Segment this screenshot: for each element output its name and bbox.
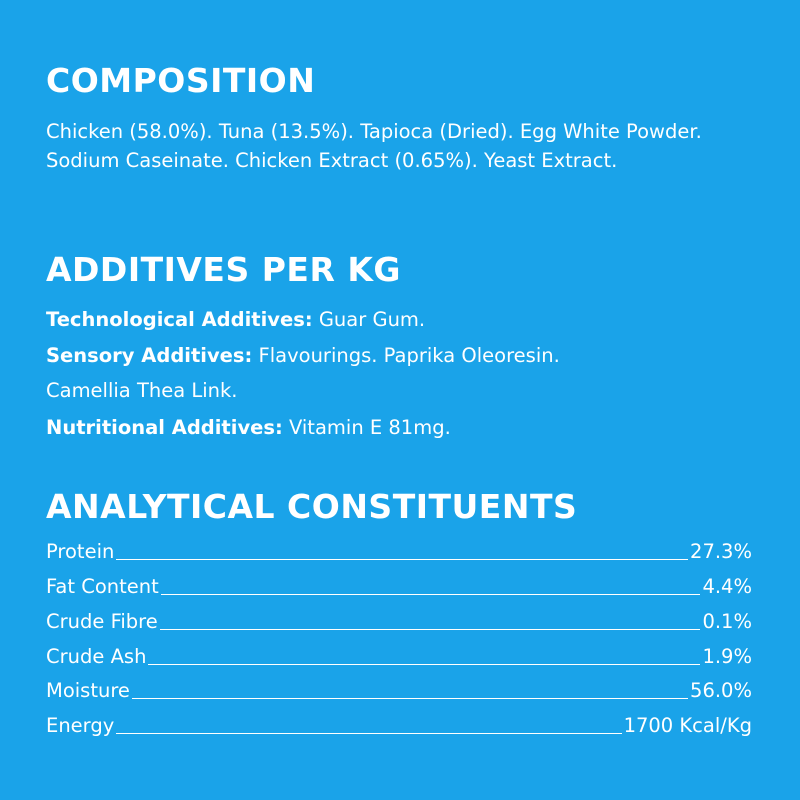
constituent-value: 1700 Kcal/Kg: [623, 714, 752, 737]
technological-additives-line: [46, 308, 425, 332]
additives-heading: ADDITIVES PER KG: [46, 250, 402, 289]
composition-text: Chicken (58.0%). Tuna (13.5%). Tapioca (Dried). Egg White Powder. Sodium Caseinate. Chicken Extract (0.65%). Yeast Extract.: [46, 120, 702, 172]
leader-line: [148, 664, 700, 665]
nutritional-additives-value: Vitamin E 81mg.: [282, 416, 451, 439]
constituent-value: 0.1%: [702, 610, 752, 633]
constituent-value: 1.9%: [702, 645, 752, 668]
constituent-label: Protein: [46, 540, 115, 563]
leader-line: [116, 733, 621, 734]
nutritional-additives-line: [46, 416, 451, 440]
constituent-row-moisture: [46, 678, 752, 704]
constituent-row-energy: [46, 713, 752, 739]
constituent-value: 27.3%: [690, 540, 752, 563]
sensory-additives-line: [46, 344, 560, 368]
leader-line: [161, 594, 701, 595]
leader-line: [116, 559, 688, 560]
constituent-label: Moisture: [46, 679, 130, 702]
sensory-additives-continued: Camellia Thea Link.: [46, 379, 238, 402]
technological-additives-value: Guar Gum.: [312, 308, 426, 331]
constituent-value: 4.4%: [702, 575, 752, 598]
constituent-row-fat: [46, 574, 752, 600]
constituent-label: Energy: [46, 714, 115, 737]
leader-line: [160, 629, 701, 630]
constituent-row-ash: [46, 644, 752, 670]
technological-additives-label: Technological Additives:: [46, 308, 313, 331]
leader-line: [132, 698, 688, 699]
constituent-row-fibre: [46, 609, 752, 635]
constituent-label: Fat Content: [46, 575, 159, 598]
sensory-additives-value: Flavourings. Paprika Oleoresin.: [252, 344, 560, 367]
constituent-label: Crude Fibre: [46, 610, 158, 633]
constituent-value: 56.0%: [690, 679, 752, 702]
composition-heading: COMPOSITION: [46, 61, 316, 100]
constituent-label: Crude Ash: [46, 645, 147, 668]
analytical-heading: ANALYTICAL CONSTITUENTS: [46, 487, 578, 526]
sensory-additives-label: Sensory Additives:: [46, 344, 253, 367]
constituent-row-protein: [46, 539, 752, 565]
nutritional-additives-label: Nutritional Additives:: [46, 416, 283, 439]
